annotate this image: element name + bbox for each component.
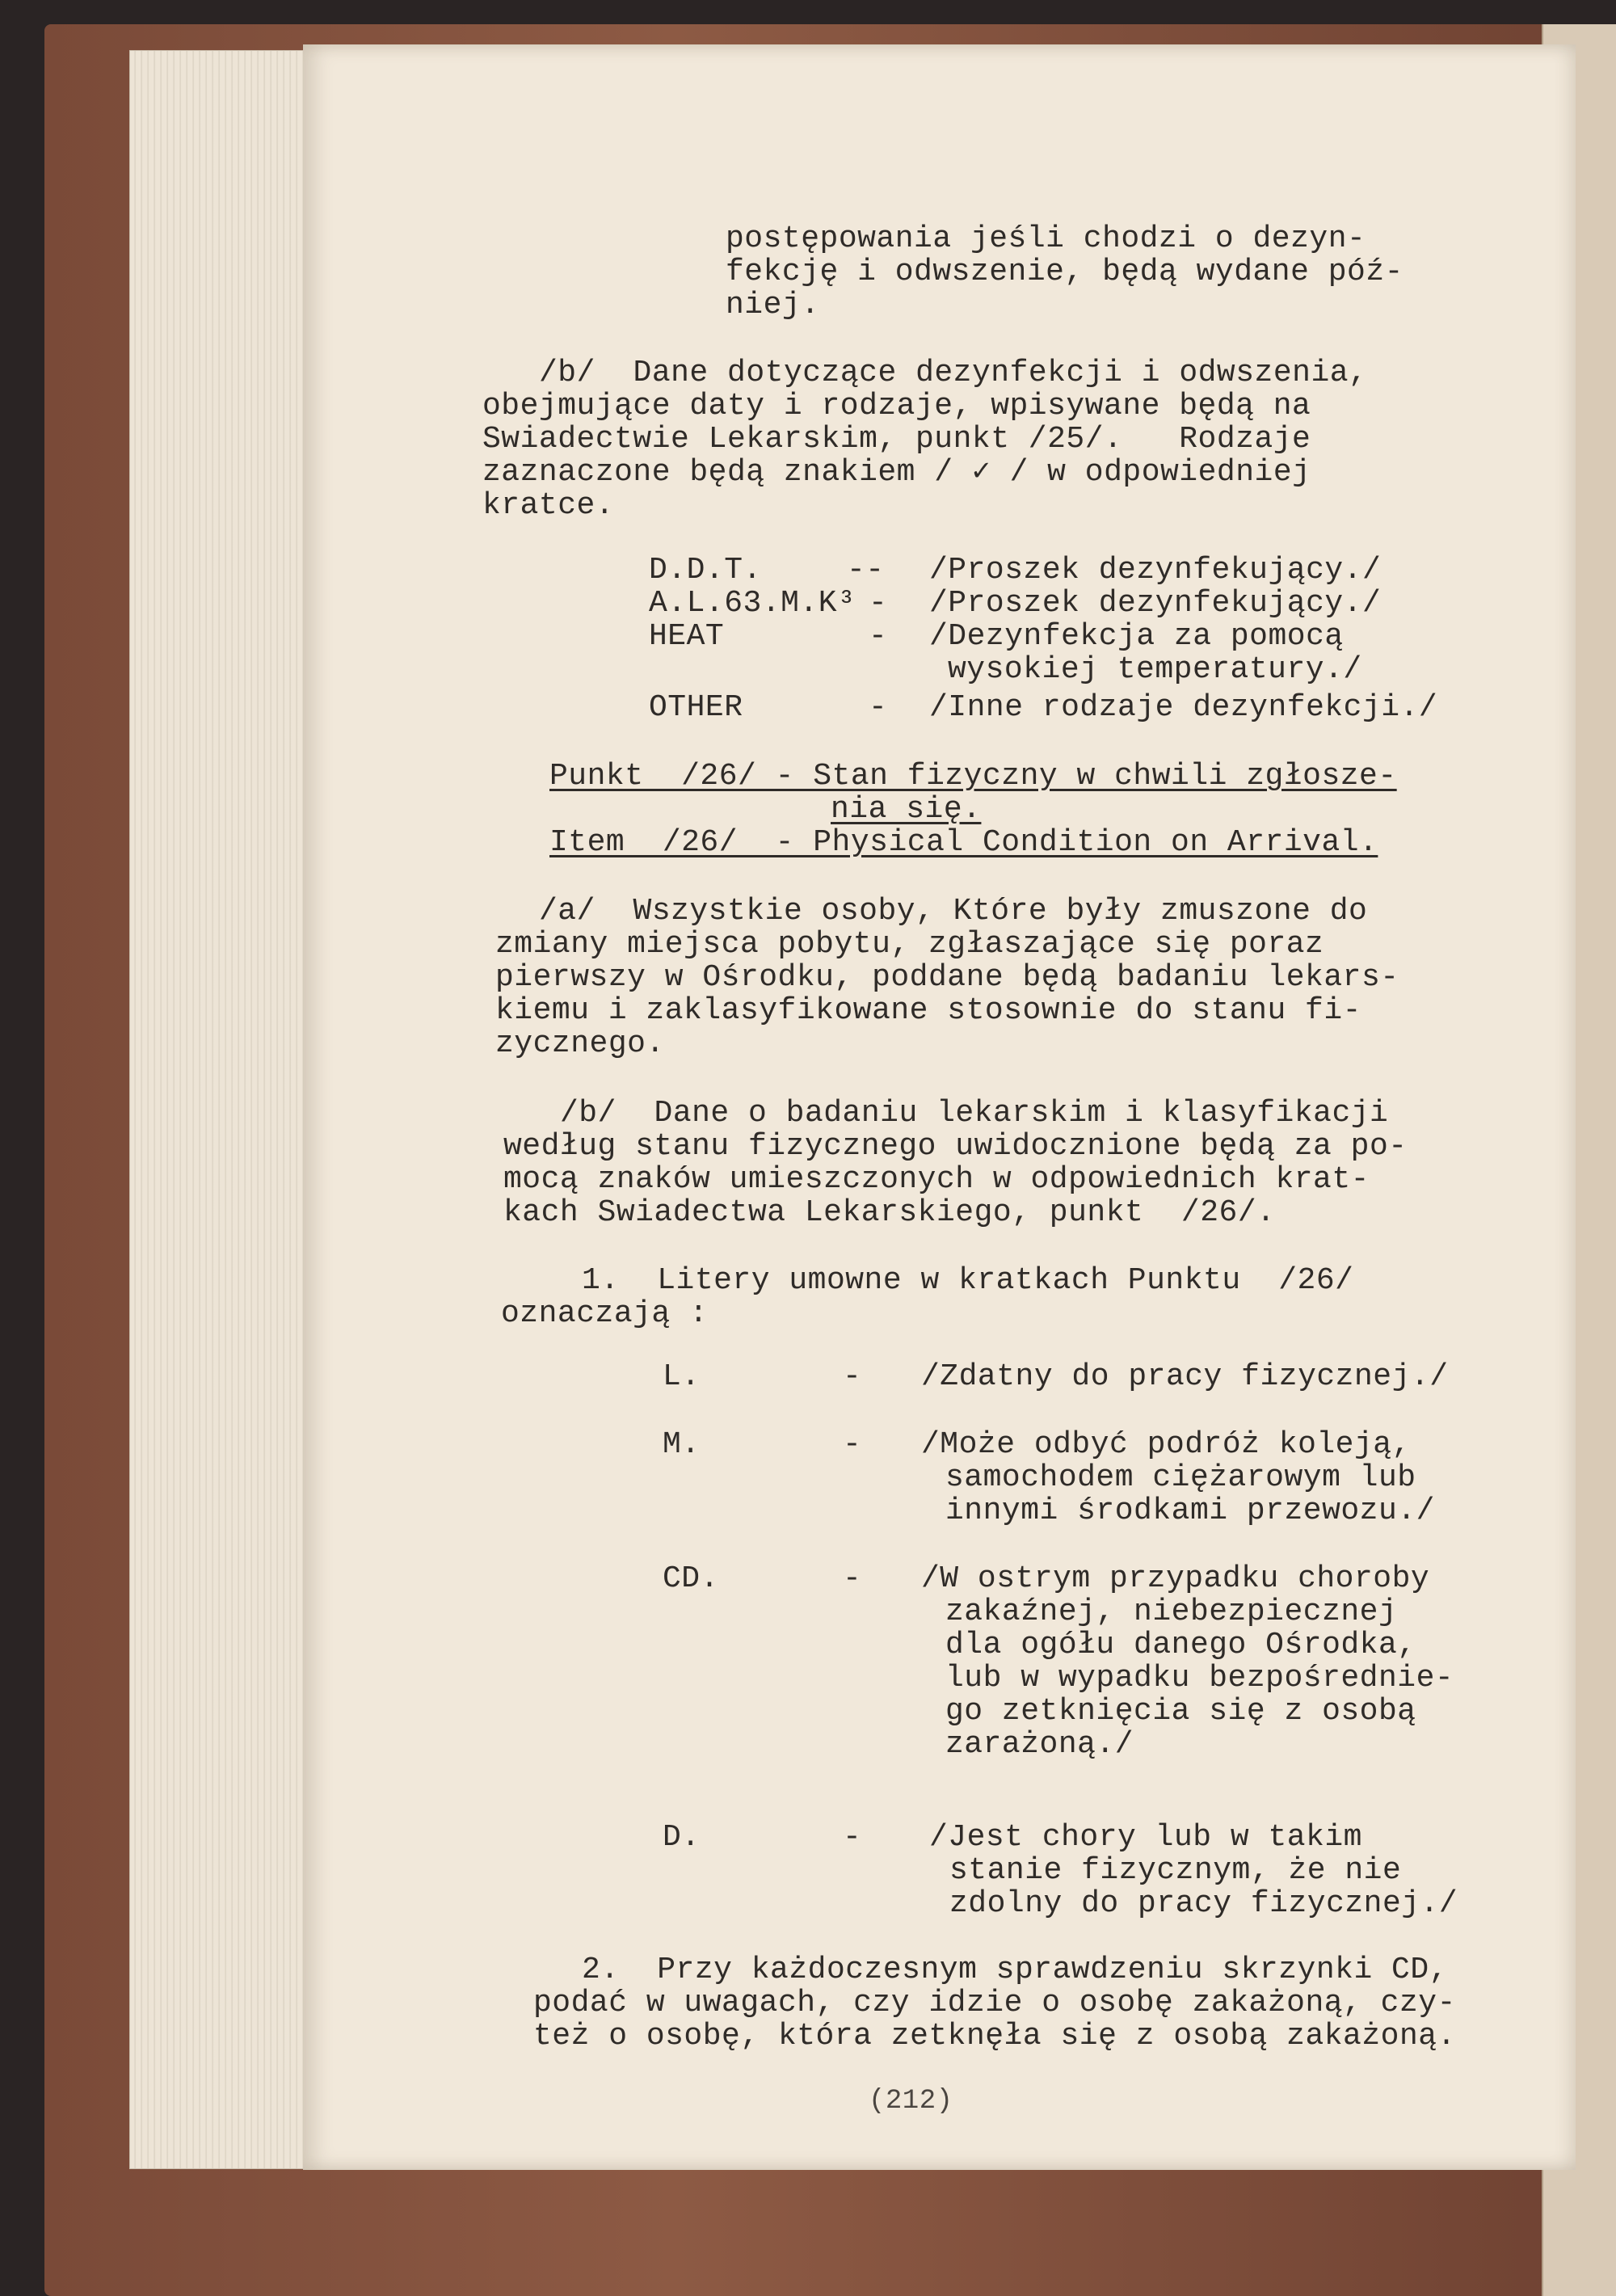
code-desc: /Inne rodzaje dezynfekcji./ bbox=[929, 690, 1438, 725]
page-stack-edges bbox=[129, 50, 325, 2169]
code-label: OTHER bbox=[649, 690, 743, 725]
page-number: (212) bbox=[869, 2086, 953, 2117]
letter-dash: - bbox=[843, 1359, 862, 1394]
para-b2-line: /b/ Dane o badaniu lekarskim i klasyfikacji bbox=[560, 1096, 1389, 1131]
code-dash: -- bbox=[847, 553, 885, 588]
letter-code: L. bbox=[663, 1359, 701, 1394]
letter-dash: - bbox=[843, 1820, 862, 1855]
letter-desc: go zetknięcia się z osobą bbox=[945, 1694, 1416, 1729]
document-page bbox=[303, 44, 1576, 2170]
code-dash: - bbox=[869, 690, 888, 725]
para-b1-line: obejmujące daty i rodzaje, wpisywane będą na bbox=[482, 389, 1311, 423]
letter-desc: /Jest chory lub w takim bbox=[929, 1820, 1362, 1855]
letter-desc: zakaźnej, niebezpiecznej bbox=[945, 1595, 1398, 1629]
code-dash: - bbox=[869, 586, 888, 621]
letter-desc: lub w wypadku bezpośrednie- bbox=[945, 1661, 1454, 1696]
para-b1-line: Swiadectwie Lekarskim, punkt /25/. Rodzaje bbox=[482, 422, 1311, 457]
section-heading-pl: Punkt /26/ - Stan fizyczny w chwili zgłosze- bbox=[549, 759, 1397, 794]
para-a-line: pierwszy w Ośrodku, poddane będą badaniu lekars- bbox=[495, 960, 1399, 995]
code-desc: wysokiej temperatury./ bbox=[948, 652, 1362, 687]
letter-desc: dla ogółu danego Ośrodka, bbox=[945, 1628, 1416, 1662]
section-heading-en: Item /26/ - Physical Condition on Arrival. bbox=[549, 825, 1378, 860]
letter-code: CD. bbox=[663, 1561, 719, 1596]
intro-line: postępowania jeśli chodzi o dezyn- bbox=[726, 221, 1366, 256]
para-b1-line: /b/ Dane dotyczące dezynfekcji i odwszenia, bbox=[539, 356, 1368, 390]
item2-line: 2. Przy każdoczesnym sprawdzeniu skrzynki CD, bbox=[582, 1953, 1448, 1987]
letter-desc: stanie fizycznym, że nie bbox=[949, 1853, 1402, 1888]
letter-dash: - bbox=[843, 1427, 862, 1462]
letter-desc: innymi środkami przewozu./ bbox=[945, 1493, 1435, 1528]
letter-desc: /Może odbyć podróż koleją, bbox=[921, 1427, 1411, 1462]
code-label: HEAT bbox=[649, 619, 725, 654]
intro-line: fekcję i odwszenie, będą wydane póź- bbox=[726, 255, 1403, 289]
section-heading-pl: nia się. bbox=[831, 792, 982, 827]
letter-desc: zdolny do pracy fizycznej./ bbox=[949, 1886, 1458, 1921]
letter-desc: /Zdatny do pracy fizycznej./ bbox=[921, 1359, 1449, 1394]
letter-desc: /W ostrym przypadku choroby bbox=[921, 1561, 1430, 1596]
letter-desc: samochodem ciężarowym lub bbox=[945, 1460, 1416, 1495]
letter-desc: zarażoną./ bbox=[945, 1727, 1134, 1762]
code-dash: - bbox=[869, 619, 888, 654]
letter-code: D. bbox=[663, 1820, 701, 1855]
code-label: A.L.63.M.K³ bbox=[649, 586, 856, 621]
item2-line: podać w uwagach, czy idzie o osobę zakażoną, czy- bbox=[533, 1986, 1456, 2020]
letter-code: M. bbox=[663, 1427, 701, 1462]
para-b2-line: mocą znaków umieszczonych w odpowiednich krat- bbox=[503, 1162, 1370, 1197]
para-b2-line: według stanu fizycznego uwidocznione będą za po- bbox=[503, 1129, 1408, 1164]
item1-line: 1. Litery umowne w kratkach Punktu /26/ bbox=[582, 1263, 1354, 1298]
para-b1-line: zaznaczone będą znakiem / ✓ / w odpowiedniej bbox=[482, 455, 1311, 490]
para-a-line: kiemu i zaklasyfikowane stosownie do stanu fi- bbox=[495, 993, 1361, 1028]
letter-dash: - bbox=[843, 1561, 862, 1596]
code-desc: /Proszek dezynfekujący./ bbox=[929, 553, 1382, 588]
item1-line: oznaczają : bbox=[501, 1296, 709, 1331]
para-b2-line: kach Swiadectwa Lekarskiego, punkt /26/. bbox=[503, 1195, 1276, 1230]
code-desc: /Proszek dezynfekujący./ bbox=[929, 586, 1382, 621]
code-desc: /Dezynfekcja za pomocą bbox=[929, 619, 1344, 654]
para-a-line: zmiany miejsca pobytu, zgłaszające się poraz bbox=[495, 927, 1324, 962]
code-label: D.D.T. bbox=[649, 553, 762, 588]
para-b1-line: kratce. bbox=[482, 488, 615, 523]
item2-line: też o osobę, która zetknęła się z osobą zakażoną. bbox=[533, 2019, 1456, 2054]
intro-line: niej. bbox=[726, 288, 820, 322]
para-a-line: /a/ Wszystkie osoby, Które były zmuszone do bbox=[539, 894, 1368, 929]
para-a-line: zycznego. bbox=[495, 1026, 665, 1061]
